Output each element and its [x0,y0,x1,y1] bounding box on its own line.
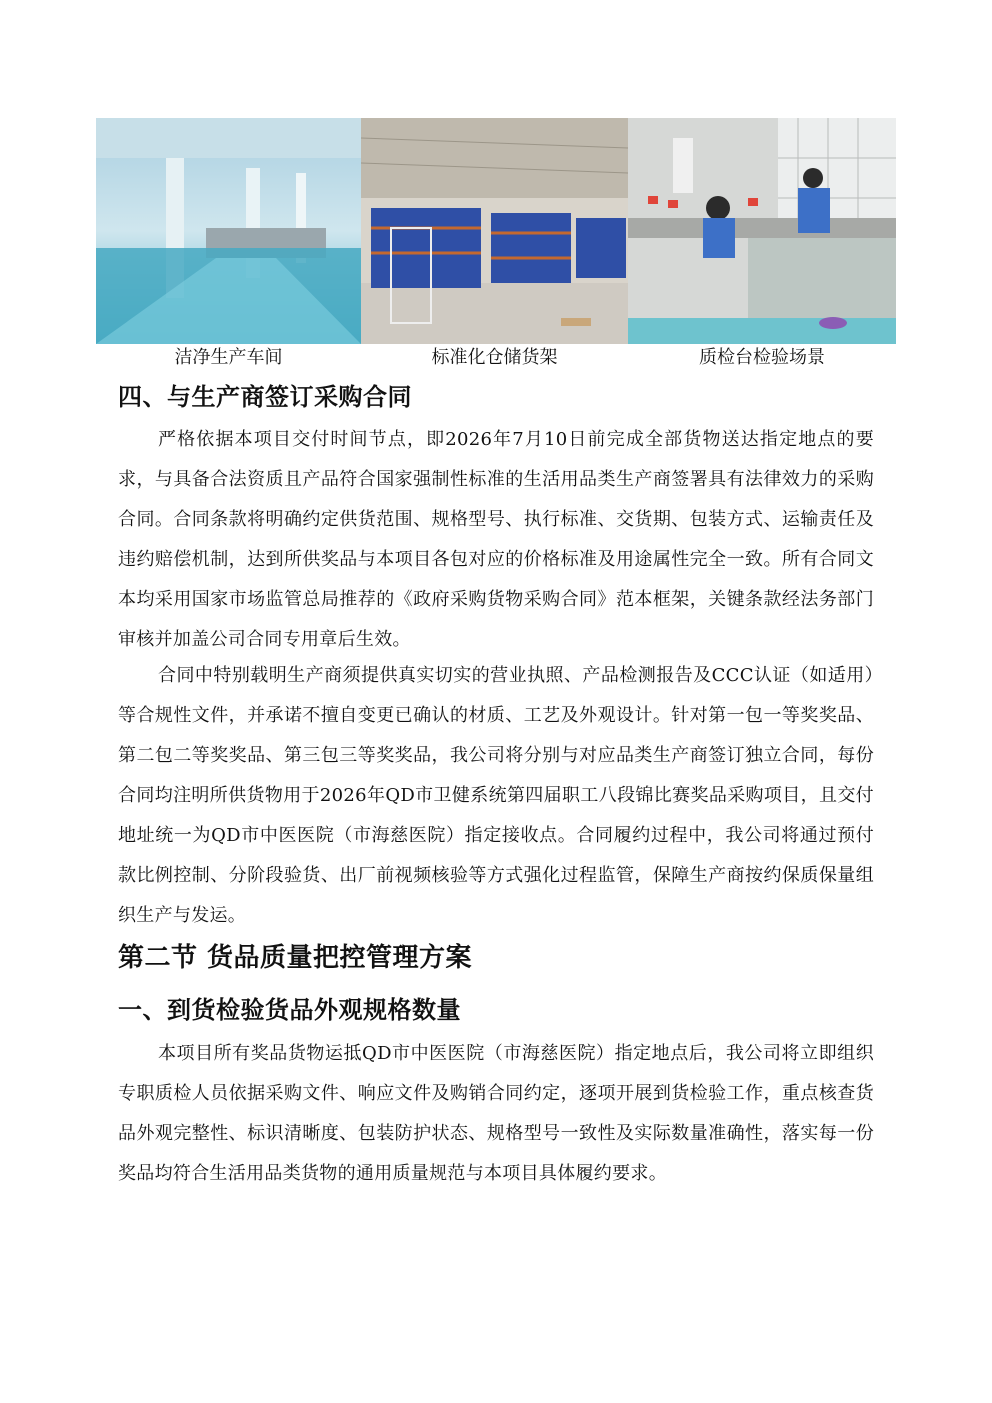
section-heading: 四、与生产商签订采购合同 [118,382,412,411]
photo-strip [96,118,896,344]
photo-captions [96,344,896,372]
photo-caption: 标准化仓储货架 [431,347,558,368]
photo-caption: 质检台检验场景 [699,347,825,368]
warehouse-shelf-photo [361,118,628,344]
clean-workshop-photo [96,118,361,344]
chapter-heading: 第二节 货品质量把控管理方案 [118,943,473,973]
photo-caption: 洁净生产车间 [174,347,283,368]
inspection-bench-photo [628,118,896,344]
section-heading: 一、到货检验货品外观规格数量 [118,995,461,1024]
paragraph: 严格依据本项目交付时间节点，即2026年7月10日前完成全部货物送达指定地点的要求，与具备合法资质且产品符合国家强制性标准的生活用品类生产商签署具有法律效力的采购合同。合同条款将明确约定供货范围、规格型号、执行标准、交货期、包装方式、运输责任及违约赔偿机制，达到所供奖品与本项目各包对应的价格标准及用途属性完全一致。所有合同文本均采用国家市场监管总局推荐的《政府采购货物采购合同》范本框架，关键条款经法务部门审核并加盖公司合同专用章后生效。 [118,429,874,650]
paragraph: 合同中特别载明生产商须提供真实切实的营业执照、产品检测报告及CCC认证（如适用）等合规性文件，并承诺不擅自变更已确认的材质、工艺及外观设计。针对第一包一等奖奖品、第二包二等奖奖品、第三包三等奖奖品，我公司将分别与对应品类生产商签订独立合同，每份合同均注明所供货物用于2026年QD市卫健系统第四届职工八段锦比赛奖品采购项目，且交付地址统一为QD市中医医院（市海慈医院）指定接收点。合同履约过程中，我公司将通过预付款比例控制、分阶段验货、出厂前视频核验等方式强化过程监管，保障生产商按约保质保量组织生产与发运。 [118,665,874,926]
paragraph: 本项目所有奖品货物运抵QD市中医医院（市海慈医院）指定地点后，我公司将立即组织专职质检人员依据采购文件、响应文件及购销合同约定，逐项开展到货检验工作，重点核查货品外观完整性、标识清晰度、包装防护状态、规格型号一致性及实际数量准确性，落实每一份奖品均符合生活用品类货物的通用质量规范与本项目具体履约要求。 [118,1043,874,1184]
